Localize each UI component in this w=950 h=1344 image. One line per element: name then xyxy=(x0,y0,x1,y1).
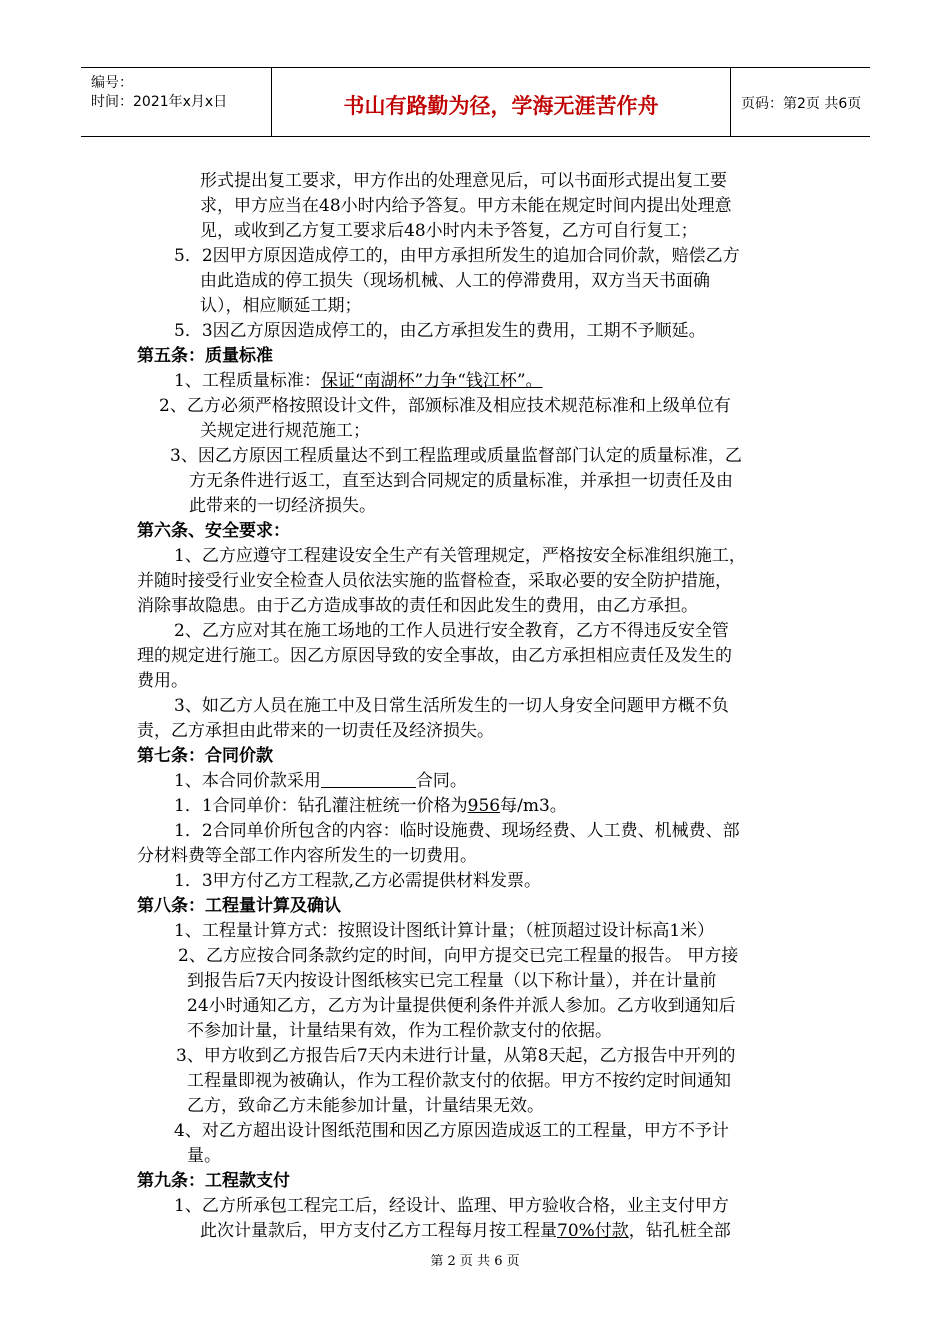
page-footer: 第 2 页 共 6 页 xyxy=(430,1254,520,1269)
section-heading-8: 第八条：工程量计算及确认 xyxy=(137,896,341,916)
section-heading-9: 第九条：工程款支付 xyxy=(137,1171,290,1191)
text-line: 1、乙方所承包工程完工后，经设计、监理、甲方验收合格，业主支付甲方 xyxy=(174,1196,729,1216)
text-line: 消除事故隐患。由于乙方造成事故的责任和因此发生的费用，由乙方承担。 xyxy=(137,596,698,616)
contract-type-blank[interactable] xyxy=(321,770,416,788)
text-line: 乙方，致命乙方未能参加计量，计量结果无效。 xyxy=(187,1096,544,1116)
text-line: 5．3因乙方原因造成停工的，由乙方承担发生的费用，工期不予顺延。 xyxy=(174,321,706,341)
text-line: 工程量即视为被确认，作为工程价款支付的依据。甲方不按约定时间通知 xyxy=(187,1071,731,1091)
document-number: 编号： xyxy=(91,75,133,91)
document-header xyxy=(81,67,870,137)
text-line: 2、乙方应按合同条款约定的时间，向甲方提交已完工程量的报告。 甲方接 xyxy=(178,946,739,966)
text-line: 3、因乙方原因工程质量达不到工程监理或质量监督部门认定的质量标准，乙 xyxy=(170,446,742,466)
text-line: 4、对乙方超出设计图纸范围和因乙方原因造成返工的工程量，甲方不予计 xyxy=(174,1121,729,1141)
text-line: 形式提出复工要求，甲方作出的处理意见后，可以书面形式提出复工要 xyxy=(200,171,727,191)
text-line: 1、工程质量标准：保证“南湖杯”力争“钱江杯”。 xyxy=(174,371,543,391)
text-line: 认），相应顺延工期； xyxy=(200,296,362,316)
text-line: 5．2因甲方原因造成停工的，由甲方承担所发生的追加合同价款，赔偿乙方 xyxy=(174,246,740,266)
text-line: 1．1合同单价：钻孔灌注桩统一价格为956每/m3。 xyxy=(174,796,567,816)
text-line: 责，乙方承担由此带来的一切责任及经济损失。 xyxy=(137,721,494,741)
text-line: 求，甲方应当在48小时内给予答复。甲方未能在规定时间内提出处理意 xyxy=(200,196,732,216)
header-motto: 书山有路勤为径，学海无涯苦作舟 xyxy=(343,94,659,118)
section-heading-5: 第五条：质量标准 xyxy=(137,346,273,366)
payment-percentage: 70%付款 xyxy=(557,1221,629,1241)
document-date: 时间：2021年x月x日 xyxy=(91,94,228,110)
text-line: 2、乙方应对其在施工场地的工作人员进行安全教育，乙方不得违反安全管 xyxy=(174,621,729,641)
text-line: 方无条件进行返工，直至达到合同规定的质量标准，并承担一切责任及由 xyxy=(189,471,733,491)
text-line: 3、甲方收到乙方报告后7天内未进行计量，从第8天起，乙方报告中开列的 xyxy=(176,1046,736,1066)
text-line: 1、本合同价款采用 合同。 xyxy=(174,771,467,791)
header-page-number: 页码：第2页 共6页 xyxy=(741,96,862,112)
text-line: 24小时通知乙方，乙方为计量提供便利条件并派人参加。乙方收到通知后 xyxy=(187,996,736,1016)
text-line: 分材料费等全部工作内容所发生的一切费用。 xyxy=(137,846,477,866)
header-page-cell xyxy=(731,68,870,136)
text-line: 2、乙方必须严格按照设计文件，部颁标准及相应技术规范标准和上级单位有 xyxy=(159,396,731,416)
text-line: 1．2合同单价所包含的内容：临时设施费、现场经费、人工费、机械费、部 xyxy=(174,821,740,841)
text-line: 1．3甲方付乙方工程款,乙方必需提供材料发票。 xyxy=(174,871,542,891)
text-line: 量。 xyxy=(187,1146,221,1166)
quality-standard-value: 保证“南湖杯”力争“钱江杯”。 xyxy=(320,371,543,391)
text-line: 此带来的一切经济损失。 xyxy=(189,496,376,516)
text-line: 1、工程量计算方式：按照设计图纸计算计量；（桩顶超过设计标高1米） xyxy=(174,921,715,941)
text-line: 并随时接受行业安全检查人员依法实施的监督检查，采取必要的安全防护措施， xyxy=(137,571,732,591)
unit-price-value: 956 xyxy=(467,796,501,816)
text-line: 此次计量款后，甲方支付乙方工程每月按工程量70%付款，钻孔桩全部 xyxy=(200,1221,731,1241)
text-line: 由此造成的停工损失（现场机械、人工的停滞费用，双方当天书面确 xyxy=(200,271,710,291)
header-motto-cell xyxy=(272,68,731,136)
section-heading-6: 第六条、安全要求： xyxy=(137,521,290,541)
text-line: 见，或收到乙方复工要求后48小时内未予答复，乙方可自行复工； xyxy=(200,221,698,241)
section-heading-7: 第七条：合同价款 xyxy=(137,746,273,766)
text-line: 3、如乙方人员在施工中及日常生活所发生的一切人身安全问题甲方概不负 xyxy=(174,696,729,716)
text-line: 费用。 xyxy=(137,671,188,691)
text-line: 不参加计量，计量结果有效，作为工程价款支付的依据。 xyxy=(187,1021,612,1041)
text-line: 关规定进行规范施工； xyxy=(200,421,370,441)
header-meta-cell xyxy=(81,68,272,136)
text-line: 理的规定进行施工。因乙方原因导致的安全事故，由乙方承担相应责任及发生的 xyxy=(137,646,732,666)
text-line: 1、乙方应遵守工程建设安全生产有关管理规定，严格按安全标准组织施工， xyxy=(174,546,746,566)
text-line: 到报告后7天内按设计图纸核实已完工程量（以下称计量），并在计量前 xyxy=(187,971,717,991)
